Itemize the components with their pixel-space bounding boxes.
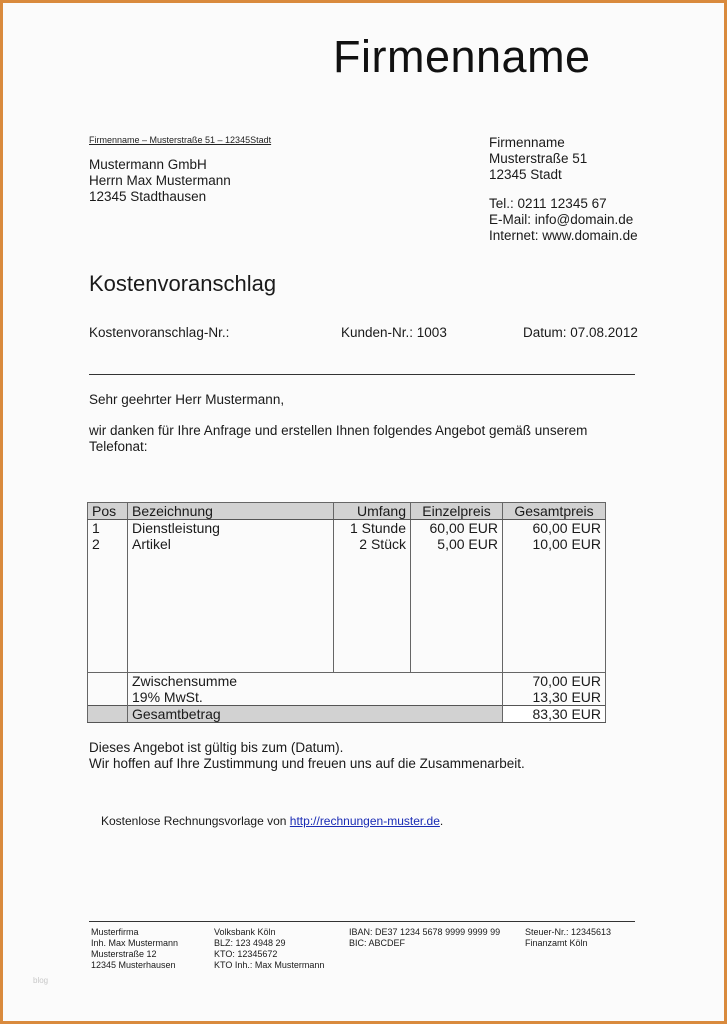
recipient-company: Mustermann GmbH: [89, 157, 207, 172]
company-phone: Tel.: 0211 12345 67: [489, 196, 607, 211]
company-title: Firmenname: [333, 31, 591, 82]
total-label: Gesamtbetrag: [128, 706, 503, 723]
footer-city: 12345 Musterhausen: [91, 960, 176, 970]
footer-tax-number: Steuer-Nr.: 12345613: [525, 927, 612, 937]
row-unit-price: 5,00 EUR: [411, 536, 503, 552]
row-total-price: 60,00 EUR: [503, 520, 606, 537]
company-city: 12345 Stadt: [489, 167, 562, 182]
footer-street: Musterstraße 12: [91, 949, 157, 959]
tax-row: [88, 689, 606, 706]
row-description: Artikel: [128, 536, 334, 552]
table-row: [88, 520, 606, 537]
company-web: Internet: www.domain.de: [489, 228, 638, 243]
customer-number: Kunden-Nr.: 1003: [341, 325, 447, 340]
footer-bank-name: Volksbank Köln: [214, 927, 276, 937]
template-credit: [101, 814, 443, 828]
sender-address-line: Firmenname – Musterstraße 51 – 12345Stadt: [89, 135, 272, 145]
footer-account: KTO: 12345672: [214, 949, 278, 959]
row-pos: 2: [88, 536, 128, 552]
subtotal-row: [88, 673, 606, 690]
table-empty-space: [88, 552, 606, 673]
footer-account-holder: KTO Inh.: Max Mustermann: [214, 960, 325, 970]
template-credit-suffix: .: [439, 814, 444, 828]
footer-company: [91, 927, 178, 971]
tax-label: 19% MwSt.: [128, 689, 503, 706]
recipient-address: [89, 157, 231, 205]
row-pos: 1: [88, 520, 128, 537]
footer-owner: Inh. Max Mustermann: [91, 938, 179, 948]
footer-bic: BIC: ABCDEF: [349, 938, 406, 948]
closing-note: Wir hoffen auf Ihre Zustimmung und freuen uns auf die Zusammenarbeit.: [89, 756, 525, 771]
company-email: E-Mail: info@domain.de: [489, 212, 634, 227]
footer-company-name: Musterfirma: [91, 927, 139, 937]
row-description: Dienstleistung: [128, 520, 334, 537]
footer-divider: [89, 921, 635, 922]
row-unit-price: 60,00 EUR: [411, 520, 503, 537]
table-header-row: [88, 503, 606, 520]
total-value: 83,30 EUR: [503, 706, 606, 723]
recipient-city: 12345 Stadthausen: [89, 189, 207, 204]
footer-bank: [214, 927, 324, 971]
row-quantity: 1 Stunde: [334, 520, 411, 537]
column-header-quantity: Umfang: [334, 503, 411, 520]
intro-text: [89, 423, 587, 455]
company-info-block: [489, 135, 638, 244]
row-total-price: 10,00 EUR: [503, 536, 606, 552]
watermark: blog: [33, 976, 49, 985]
template-credit-link[interactable]: http://rechnungen-muster.de: [289, 814, 440, 828]
column-header-pos: Pos: [88, 503, 128, 520]
subtotal-label: Zwischensumme: [128, 673, 503, 690]
company-street: Musterstraße 51: [489, 151, 588, 166]
total-row: [88, 706, 606, 723]
closing-text: [89, 740, 525, 772]
column-header-total-price: Gesamtpreis: [503, 503, 606, 520]
tax-value: 13,30 EUR: [503, 689, 606, 706]
footer-tax: [525, 927, 611, 949]
salutation: Sehr geehrter Herr Mustermann,: [89, 392, 285, 407]
template-credit-prefix: Kostenlose Rechnungsvorlage von: [101, 814, 290, 828]
items-table: [87, 502, 606, 723]
subtotal-value: 70,00 EUR: [503, 673, 606, 690]
recipient-person: Herrn Max Mustermann: [89, 173, 231, 188]
column-header-description: Bezeichnung: [128, 503, 334, 520]
row-quantity: 2 Stück: [334, 536, 411, 552]
footer-blz: BLZ: 123 4948 29: [214, 938, 286, 948]
document-title: Kostenvoranschlag: [89, 271, 277, 296]
footer-tax-office: Finanzamt Köln: [525, 938, 588, 948]
validity-note: Dieses Angebot ist gültig bis zum (Datum).: [89, 740, 344, 755]
intro-line-2: Telefonat:: [89, 439, 148, 454]
footer-iban: [349, 927, 500, 949]
table-row: [88, 536, 606, 552]
company-name: Firmenname: [489, 135, 565, 150]
intro-line-1: wir danken für Ihre Anfrage und erstellen Ihnen folgendes Angebot gemäß unserem: [89, 423, 588, 438]
footer-iban-value: IBAN: DE37 1234 5678 9999 9999 99: [349, 927, 501, 937]
document-date: Datum: 07.08.2012: [523, 325, 638, 340]
header-divider: [89, 374, 635, 375]
column-header-unit-price: Einzelpreis: [411, 503, 503, 520]
estimate-number-label: Kostenvoranschlag-Nr.:: [89, 325, 230, 340]
